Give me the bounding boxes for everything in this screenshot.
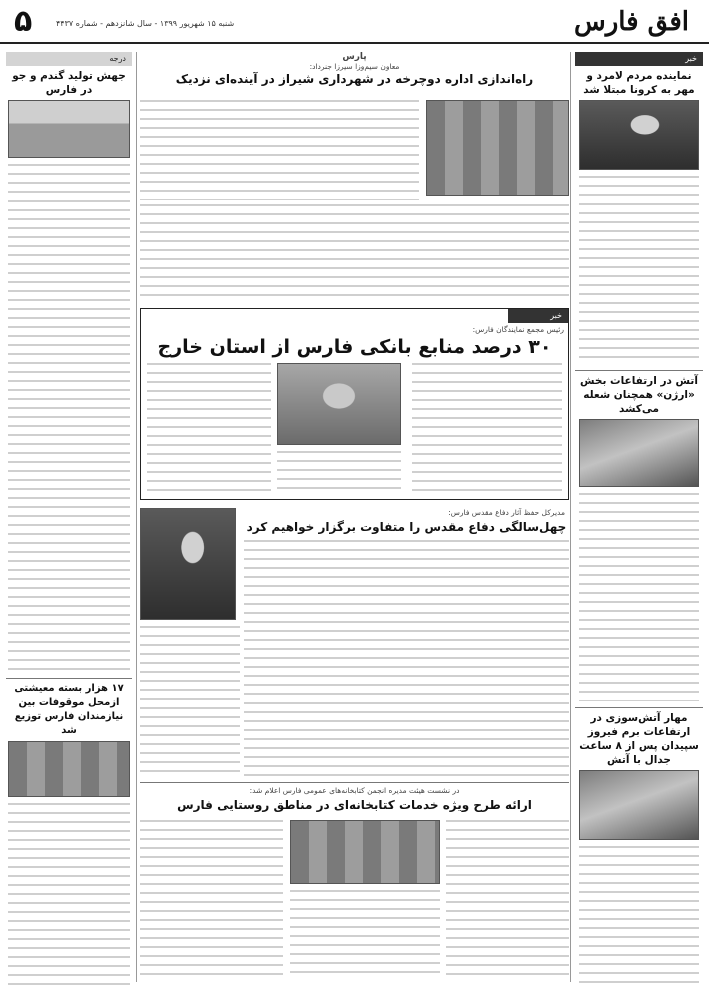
column-divider [136, 52, 137, 982]
article-body [579, 176, 699, 364]
bank-story-box [140, 308, 569, 500]
headline-arzhan-fire: آتش در ارتفاعات بخش «ارژن» همچنان شعله می‌کشد [580, 375, 698, 415]
kicker-library: در نشست هیئت مدیره انجمن کتابخانه‌های عمومی فارس اعلام شد: [249, 786, 460, 795]
photo-firefighter [579, 770, 699, 840]
article-body [140, 626, 240, 776]
article-body [147, 363, 271, 495]
article-body [446, 820, 569, 980]
article-body [140, 100, 419, 200]
divider [575, 707, 703, 708]
article-body [244, 540, 569, 776]
center-columns [140, 52, 569, 982]
headline-bank-funds: ۳۰ درصد منابع بانکی فارس از استان خارج [157, 336, 552, 358]
right-column [575, 52, 703, 982]
photo-defense-official [140, 508, 236, 620]
article-body [8, 803, 130, 987]
issue-line: شنبه ۱۵ شهریور ۱۳۹۹ - سال شانزدهم - شماره ۴۴۳۷ [56, 19, 235, 28]
page-number: ۵ [14, 4, 33, 39]
headline-bicycle-office: راه‌اندازی اداره دوچرخه در شهرداری شیراز در آینده‌ای نزدیک [175, 72, 534, 86]
section-name: پارس [342, 52, 367, 62]
photo-forest-fire [579, 419, 699, 487]
photo-harvest [8, 100, 130, 158]
divider [140, 782, 569, 783]
article-body [579, 846, 699, 987]
article-body [140, 204, 569, 302]
photo-packages [8, 741, 130, 797]
divider [575, 370, 703, 371]
masthead [0, 0, 709, 44]
article-body [8, 164, 130, 672]
article-body [579, 493, 699, 701]
newspaper-logo: افق فارس [573, 7, 689, 37]
article-body [140, 820, 283, 980]
left-column [6, 52, 132, 982]
kicker-defense: مدیرکل حفظ آثار دفاع مقدس فارس: [448, 508, 565, 517]
article-body [277, 451, 401, 495]
headline-wheat-barley: جهش تولید گندم و جو در فارس [12, 70, 126, 96]
kicker-bank: رئیس مجمع نمایندگان فارس: [472, 325, 564, 334]
headline-covid-mp: نماینده مردم لامرد و مهر به کرونا مبتلا شد [583, 70, 695, 96]
headline-library: ارائه طرح ویژه خدمات کتابخانه‌ای در مناطق روستایی فارس [177, 798, 532, 812]
divider [6, 678, 132, 679]
section-tag: خبر [508, 309, 568, 323]
column-divider [570, 52, 571, 982]
article-body [290, 890, 440, 980]
section-tag: خبر [575, 52, 703, 66]
kicker-bicycle: معاون سیم‌وزا سیرزا جنرداد: [309, 62, 400, 71]
headline-defense: چهل‌سالگی دفاع مقدس را متفاوت برگزار خواهیم کرد [246, 520, 567, 534]
photo-mp-mask [277, 363, 401, 445]
section-tag: درجه [6, 52, 132, 66]
article-body [412, 363, 562, 495]
headline-sepidan-fire: مهار آتش‌سوزی در ارتفاعات برم فیروز سپیدان پس از ۸ ساعت جدال با آتش [579, 712, 699, 766]
photo-library-meeting [290, 820, 440, 884]
photo-mp [579, 100, 699, 170]
headline-charity-packages: ۱۷ هزار بسته معیشتی ازمحل موقوفات بین نیازمندان فارس توزیع شد [14, 683, 124, 736]
photo-council-meeting [426, 100, 569, 196]
